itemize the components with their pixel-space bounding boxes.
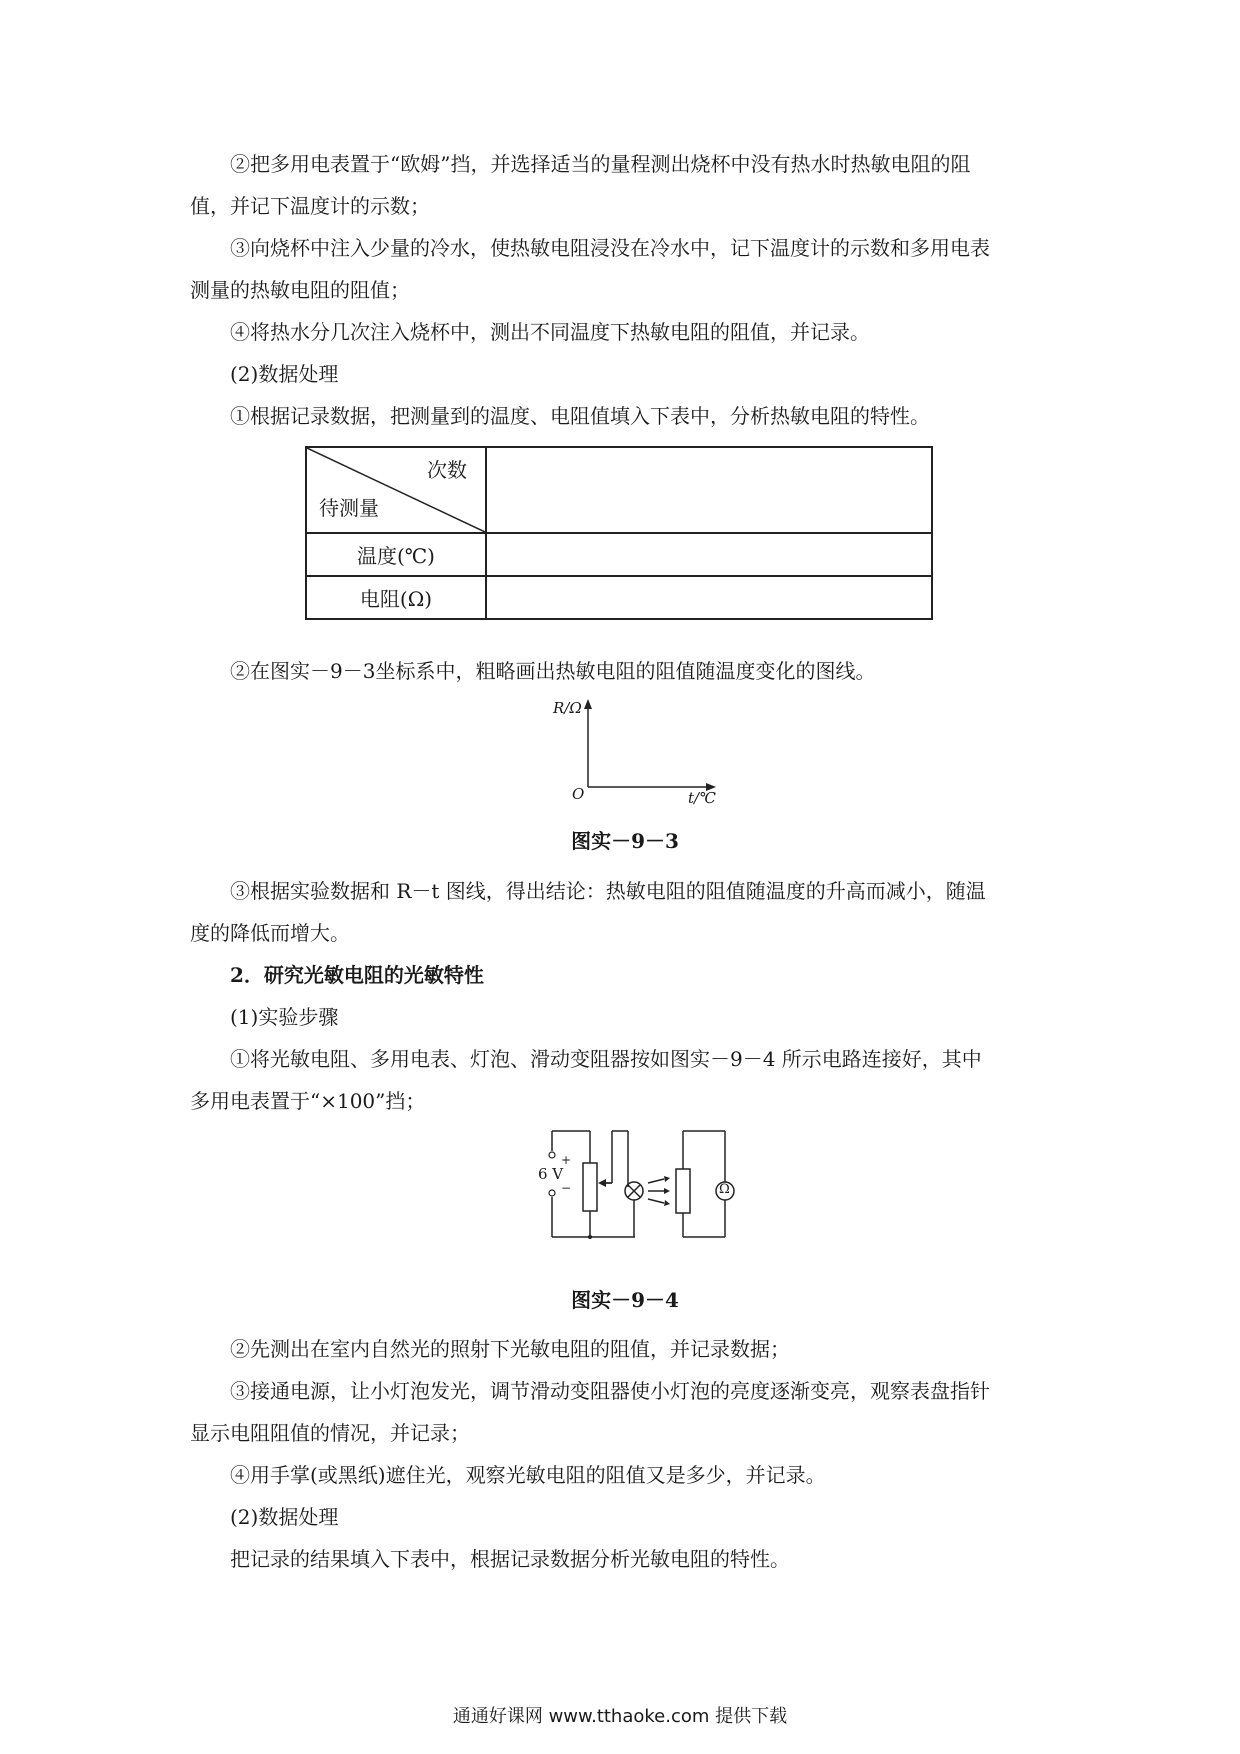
row-label-resistance: 电阻(Ω)	[306, 576, 486, 619]
y-axis-label: R/Ω	[553, 699, 582, 717]
page-footer: 通通好课网 www.tthaoke.com 提供下载	[452, 1706, 788, 1727]
table-cell	[486, 576, 932, 619]
table-header-cell	[306, 447, 486, 533]
minus-sign: −	[561, 1181, 572, 1195]
paragraph: ④用手掌(或黑纸)遮住光，观察光敏电阻的阻值又是多少，并记录。	[230, 1463, 826, 1487]
paragraph: 度的降低而增大。	[190, 921, 350, 945]
figure-caption: 图实－9－3	[571, 829, 679, 853]
data-table-1	[305, 446, 933, 620]
paragraph: ②先测出在室内自然光的照射下光敏电阻的阻值，并记录数据；	[230, 1337, 790, 1361]
paragraph: 值，并记下温度计的示数；	[190, 194, 430, 218]
paragraph: 显示电阻阻值的情况，并记录；	[190, 1421, 470, 1445]
paragraph: 测量的热敏电阻的阻值；	[190, 278, 410, 302]
paragraph: ①根据记录数据，把测量到的温度、电阻值填入下表中，分析热敏电阻的特性。	[230, 404, 930, 428]
section-heading: (1)实验步骤	[230, 1005, 339, 1029]
paragraph: ②把多用电表置于“欧姆”挡，并选择适当的量程测出烧杯中没有热水时热敏电阻的阻	[230, 152, 971, 176]
paragraph: 多用电表置于“×100”挡；	[190, 1089, 426, 1113]
header-times: 次数	[427, 458, 467, 482]
section-heading: 2．研究光敏电阻的光敏特性	[230, 963, 484, 987]
x-axis-label: t/℃	[688, 789, 716, 807]
paragraph: ③向烧杯中注入少量的冷水，使热敏电阻浸没在冷水中，记下温度计的示数和多用电表	[230, 236, 990, 260]
table-cell	[486, 533, 932, 576]
header-quantity: 待测量	[319, 496, 379, 520]
row-label-temperature: 温度(℃)	[306, 533, 486, 576]
paragraph: ③根据实验数据和 R－t 图线，得出结论：热敏电阻的阻值随温度的升高而减小，随温	[230, 879, 986, 903]
circuit-diagram	[540, 1125, 740, 1240]
figure-axes	[550, 695, 730, 810]
ohmmeter-icon: Ω	[719, 1182, 730, 1197]
table-cell	[486, 447, 932, 533]
origin-label: O	[572, 785, 585, 803]
paragraph: ①将光敏电阻、多用电表、灯泡、滑动变阻器按如图实－9－4 所示电路连接好，其中	[230, 1047, 982, 1071]
figure-caption: 图实－9－4	[571, 1288, 679, 1312]
paragraph: ④将热水分几次注入烧杯中，测出不同温度下热敏电阻的阻值，并记录。	[230, 320, 870, 344]
plus-sign: +	[561, 1153, 572, 1167]
paragraph: ③接通电源，让小灯泡发光，调节滑动变阻器使小灯泡的亮度逐渐变亮，观察表盘指针	[230, 1379, 990, 1403]
paragraph: ②在图实－9－3坐标系中，粗略画出热敏电阻的阻值随温度变化的图线。	[230, 659, 876, 683]
voltage-label: 6 V	[538, 1165, 564, 1183]
section-heading: (2)数据处理	[230, 1505, 339, 1529]
paragraph: 把记录的结果填入下表中，根据记录数据分析光敏电阻的特性。	[230, 1547, 790, 1571]
section-heading: (2)数据处理	[230, 362, 339, 386]
